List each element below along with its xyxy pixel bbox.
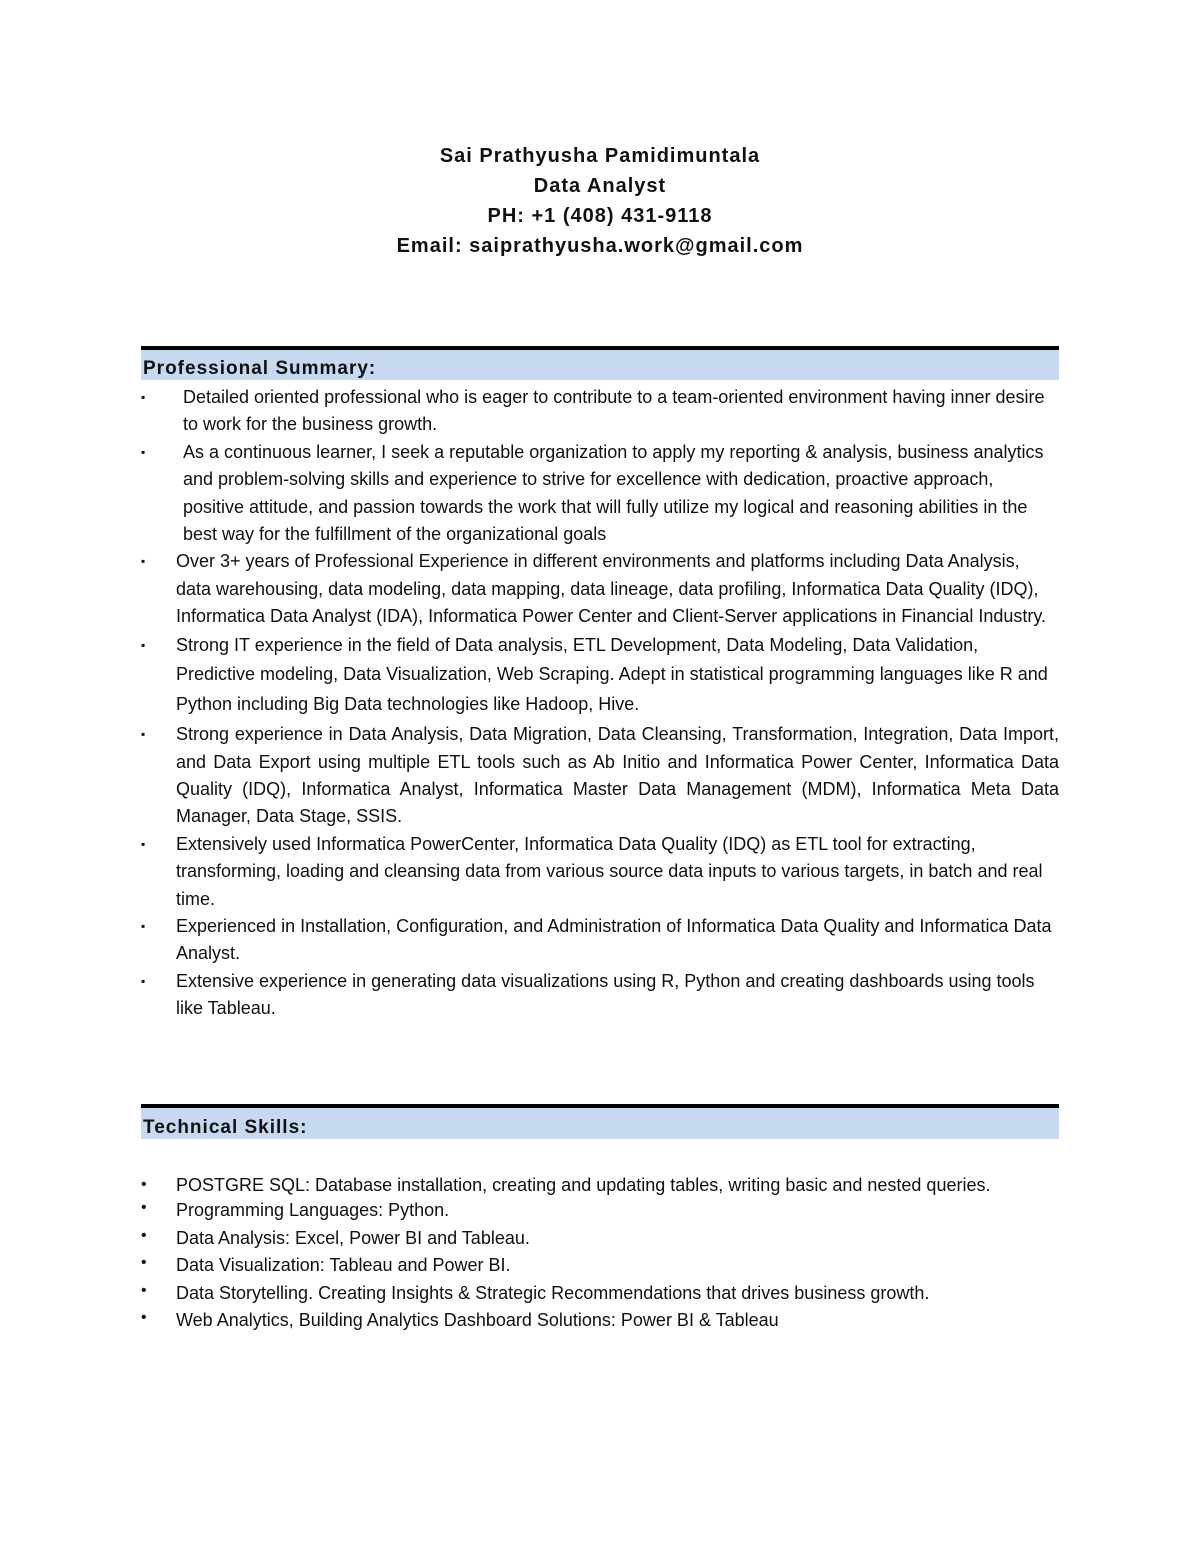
skill-item: • Data Storytelling. Creating Insights & Strategic Recommendations that drives business growth. xyxy=(141,1281,930,1303)
bullet-icon: ▪ xyxy=(141,554,146,569)
candidate-phone: PH: +1 (408) 431-9118 xyxy=(487,205,713,227)
bullet-icon: ▪ xyxy=(141,836,146,851)
technical-skills-list xyxy=(141,1174,1059,1335)
summary-item: ▪ As a continuous learner, I seek a reputable organization to apply my reporting & analysis, business analytics and problem-solving skills and experience to strive for excellence with dedication, proactive approach, positive attitude, and passion towards the work that will fully utilize my logical and reasoning abilities in the best way for the fulfillment of the organizational goals xyxy=(141,439,1059,549)
bullet-icon: ▪ xyxy=(141,727,146,742)
candidate-name: Sai Prathyusha Pamidimuntala xyxy=(439,145,761,167)
skill-item: • Data Visualization: Tableau and Power BI. xyxy=(141,1254,511,1276)
bullet-icon: • xyxy=(141,1309,147,1327)
skill-item: • Web Analytics, Building Analytics Dashboard Solutions: Power BI & Tableau xyxy=(141,1309,779,1331)
summary-item: ▪ Strong IT experience in the field of Data analysis, ETL Development, Data Modeling, Data Validation, Predictive modeling, Data Visualization, Web Scraping. Adept in statistical programming languages like R and Python including Big Data technologies like Hadoop, Hive. xyxy=(141,631,1059,720)
skill-item: • Data Analysis: Excel, Power BI and Tableau. xyxy=(141,1226,530,1248)
summary-item: ▪ Extensively used Informatica PowerCenter, Informatica Data Quality (IDQ) as ETL tool for extracting, transforming, loading and cleansing data from various source data inputs to various targets, in batch and real time. xyxy=(141,831,1059,913)
summary-item: ▪ Detailed oriented professional who is eager to contribute to a team-oriented environment having inner desire to work for the business growth. xyxy=(141,384,1059,439)
bullet-icon: ▪ xyxy=(141,637,146,652)
candidate-email: Email: saiprathyusha.work@gmail.com xyxy=(396,235,804,257)
bullet-icon: • xyxy=(141,1199,147,1216)
professional-summary-heading: Professional Summary: xyxy=(141,346,1059,380)
summary-item: ▪ Over 3+ years of Professional Experience in different environments and platforms including Data Analysis, data warehousing, data modeling, data mapping, data lineage, data profiling, Informatica Data Quality (IDQ), Informatica Data Analyst (IDA), Informatica Power Center and Client-Server applications in Financial Industry. xyxy=(141,548,1059,630)
bullet-icon: • xyxy=(141,1254,147,1272)
summary-item: ▪ Experienced in Installation, Configuration, and Administration of Informatica Data Quality and Informatica Data Analyst. xyxy=(141,913,1059,968)
bullet-icon: ▪ xyxy=(141,390,146,404)
bullet-icon: ▪ xyxy=(141,973,146,988)
bullet-icon: ▪ xyxy=(141,919,146,933)
professional-summary-list xyxy=(141,384,1059,1023)
summary-item: ▪ Strong experience in Data Analysis, Data Migration, Data Cleansing, Transformation, Integration, Data Import, and Data Export using multiple ETL tools such as Ab Initio and Informatica Power Center, Informatica Data Quality (IDQ), Informatica Analyst, Informatica Master Data Management (MDM), Informatica Meta Data Manager, Data Stage, SSIS. xyxy=(141,721,1059,831)
technical-skills-heading: Technical Skills: xyxy=(141,1104,1059,1139)
bullet-icon: • xyxy=(141,1176,147,1193)
skill-item: • Programming Languages: Python. xyxy=(141,1199,450,1220)
bullet-icon: ▪ xyxy=(141,444,146,459)
bullet-icon: • xyxy=(141,1281,147,1299)
summary-item: ▪ Extensive experience in generating data visualizations using R, Python and creating dashboards using tools like Tableau. xyxy=(141,968,1059,1023)
candidate-role: Data Analyst xyxy=(533,175,667,197)
skill-item: • POSTGRE SQL: Database installation, creating and updating tables, writing basic and nested queries. xyxy=(141,1175,991,1195)
resume-header xyxy=(0,141,1200,261)
bullet-icon: • xyxy=(141,1226,147,1244)
